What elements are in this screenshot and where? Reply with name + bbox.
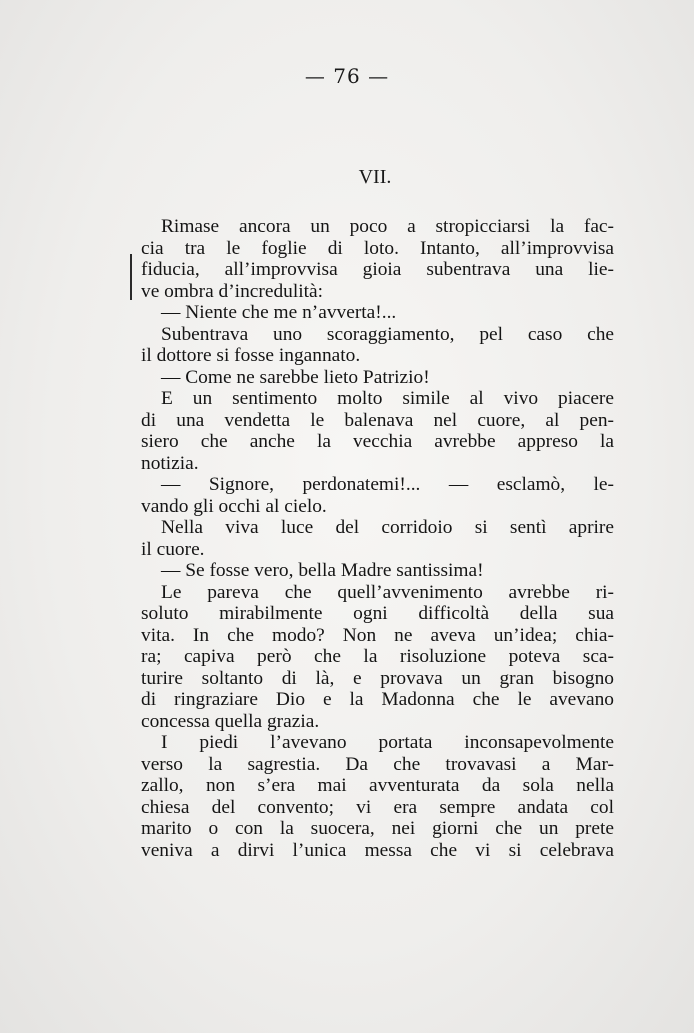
margin-mark: [130, 254, 132, 300]
text-line: il dottore si fosse ingannato.: [141, 345, 361, 366]
text-line: Subentrava uno scoraggiamento, pel caso che: [161, 323, 614, 345]
text-line: chiesa del convento; vi era sempre andata col: [141, 796, 614, 818]
text-line: ve ombra d’incredulità:: [141, 280, 323, 302]
text-line: turire soltanto di là, e provava un gran bisogno: [141, 667, 614, 689]
text-line: siero che anche la vecchia avrebbe appreso la: [141, 431, 614, 452]
text-line: Nella viva luce del corridoio si sentì aprire: [161, 517, 614, 538]
text-line: fiducia, all’improvvisa gioia subentrava una lie-: [141, 259, 614, 280]
text-line: Rimase ancora un poco a stropicciarsi la fac-: [161, 216, 614, 237]
text-line: il cuore.: [141, 538, 205, 560]
text-line: I piedi l’avevano portata inconsapevolmente: [161, 732, 614, 753]
text-line: concessa quella grazia.: [141, 710, 320, 732]
text-line: veniva a dirvi l’unica messa che vi si celebrava: [141, 839, 614, 861]
text-line: E un sentimento molto simile al vivo piacere: [161, 388, 614, 409]
chapter-heading: VII.: [358, 166, 392, 188]
text-line: verso la sagrestia. Da che trovavasi a Mar-: [141, 753, 614, 775]
text-line: cia tra le foglie di loto. Intanto, all’improvvisa: [141, 237, 614, 259]
text-line: notizia.: [141, 452, 199, 474]
body-text: [141, 216, 614, 861]
text-line: vando gli occhi al cielo.: [141, 495, 327, 517]
text-line: — Niente che me n’avverta!...: [161, 302, 397, 323]
text-line: zallo, non s’era mai avventurata da sola nella: [141, 775, 614, 796]
text-line: ra; capiva però che la risoluzione poteva sca-: [141, 646, 614, 667]
text-line: — Come ne sarebbe lieto Patrizio!: [161, 366, 430, 388]
text-line: — Signore, perdonatemi!... — esclamò, le-: [161, 474, 614, 495]
text-line: — Se fosse vero, bella Madre santissima!: [161, 560, 484, 581]
text-line: Le pareva che quell’avvenimento avrebbe ri-: [161, 581, 614, 603]
page-number: — 76 —: [304, 64, 390, 88]
text-line: vita. In che modo? Non ne aveva un’idea; chia-: [141, 624, 614, 646]
text-line: di ringraziare Dio e la Madonna che le avevano: [141, 689, 614, 710]
text-line: soluto mirabilmente ogni difficoltà della sua: [141, 603, 614, 624]
text-line: marito o con la suocera, nei giorni che un prete: [141, 818, 614, 839]
text-line: di una vendetta le balenava nel cuore, al pen-: [141, 409, 614, 431]
